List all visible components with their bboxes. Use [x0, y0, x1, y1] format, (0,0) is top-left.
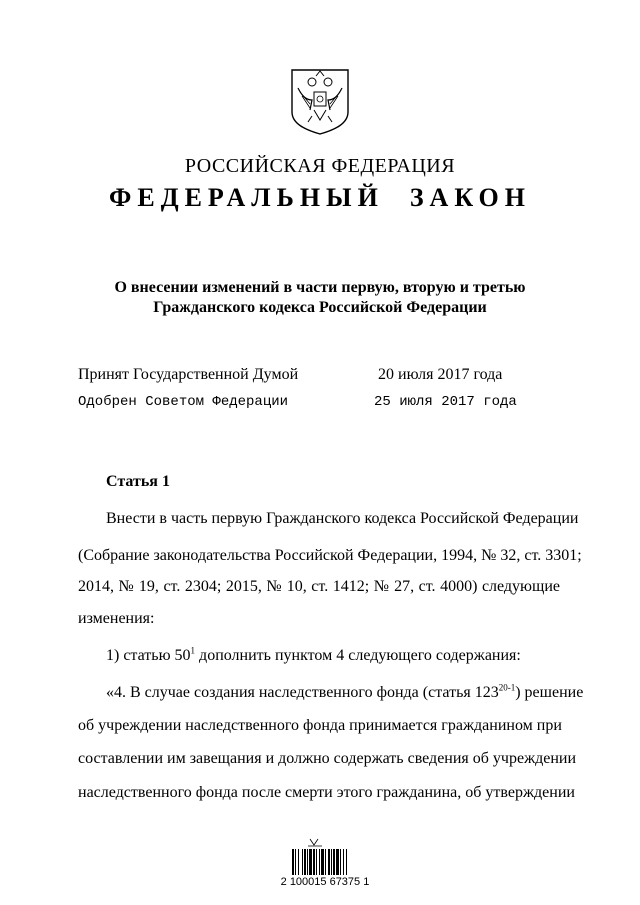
country-title: РОССИЙСКАЯ ФЕДЕРАЦИЯ — [184, 155, 456, 177]
adoption-date: 25 июля 2017 года — [374, 394, 517, 410]
adoption-date: 20 июля 2017 года — [378, 366, 503, 383]
quoted-text-line: составлении им завещания и должно содержать сведения об учреждении — [78, 750, 577, 767]
quoted-text-line: об учреждении наследственного фонда принимается гражданином при — [78, 717, 562, 734]
law-subject-line-1: О внесении изменений в части первую, вторую и третью — [114, 279, 526, 296]
law-subject-line-2: Гражданского кодекса Российской Федерации — [153, 299, 487, 316]
article-title: Статья 1 — [106, 473, 170, 490]
law-subject — [0, 278, 640, 318]
article-item-1: 1) статью $50^1$ дополнить пунктом 4 следующего содержания: — [106, 645, 521, 664]
quoted-text-line: наследственного фонда после смерти этого гражданина, об утверждении — [78, 784, 575, 801]
document-type-title — [0, 183, 640, 213]
coat-of-arms-emblem — [288, 66, 352, 136]
article-text-line: 2014, № 19, ст. 2304; 2015, № 10, ст. 1412; № 27, ст. 4000) следующие — [78, 578, 560, 595]
article-text-line: Внести в часть первую Гражданского кодекса Российской Федерации — [106, 510, 579, 527]
article-text-line: (Собрание законодательства Российской Федерации, 1994, № 32, ст. 3301; — [78, 547, 582, 564]
article-text-line: изменения: — [78, 610, 155, 627]
law-title-word-1: ФЕДЕРАЛЬНЫЙ — [109, 183, 384, 212]
quoted-text-line-first: «4. В случае создания наследственного фонда (статья 123$^{20-1}$) решение — [106, 682, 584, 701]
adoption-org: Принят Государственной Думой — [78, 366, 299, 383]
barcode-number: 2 100015 67375 1 — [280, 876, 370, 888]
adoption-org: Одобрен Советом Федерации — [78, 394, 289, 410]
law-title-word-2: ЗАКОН — [409, 183, 531, 212]
